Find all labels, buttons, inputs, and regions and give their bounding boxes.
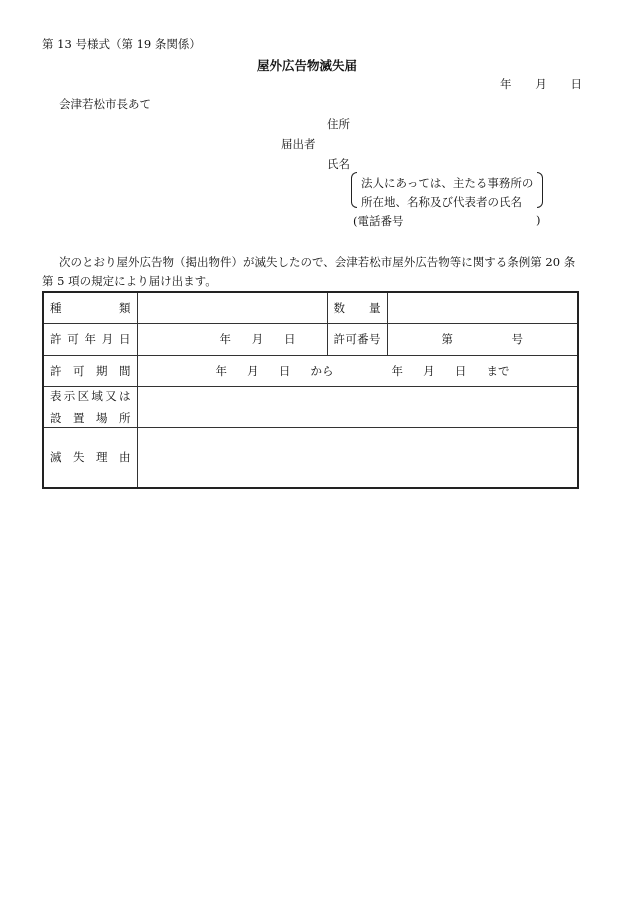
permit-no-suffix: 号 [511,332,523,346]
permit-no-label-cell [327,323,387,355]
permit-date-label-char: 月 [101,332,114,346]
reason-label-char: 理 [96,450,108,465]
permit-date-label-char: 可 [67,332,79,346]
permit-period-label-char: 許 [50,363,62,378]
location-value-cell[interactable] [137,386,578,427]
reason-label-cell [43,427,137,488]
permit-date-label-cell [43,323,137,355]
corp-note-right-brace [537,172,543,208]
location-label-char: 示 [63,388,76,403]
name-label: 氏名 [327,157,350,171]
period-from-suffix: から [310,363,334,378]
permit-date-day: 日 [284,332,296,346]
type-label-cell [43,292,137,323]
reason-label-char: 失 [73,450,85,465]
quantity-label-char: 数 [333,300,345,315]
permit-no-value-cell[interactable] [387,323,578,355]
form-number: 第 13 号様式（第 19 条関係） [42,37,201,51]
permit-period-label-char: 間 [119,363,131,378]
permit-no-label-char: 可 [345,332,357,346]
location-label-char: 設 [50,410,62,425]
permit-no-label-char: 号 [368,332,381,346]
period-to-day: 日 [454,363,467,378]
body-text-line1: 次のとおり屋外広告物（掲出物件）が滅失したので、会津若松市屋外広告物等に関する条例第 20 条 [59,255,576,269]
reason-label-char: 由 [119,450,131,465]
phone-close: ) [536,213,541,227]
period-to-year: 年 [391,363,403,378]
permit-date-value-cell[interactable] [137,323,327,355]
date-year: 年 [500,77,512,91]
corp-note-line2: 所在地、名称及び代表者の氏名 [361,195,522,209]
location-label-char: 所 [119,410,131,425]
permit-date-month: 月 [251,332,264,346]
reason-value-cell[interactable] [137,427,578,488]
period-to-suffix: まで [486,363,510,378]
body-text-line2: 第 5 項の規定により届け出ます。 [42,274,217,288]
addressee: 会津若松市長あて [59,97,151,111]
permit-period-label-cell [43,355,137,386]
location-label-cell [43,386,137,427]
address-label: 住所 [327,117,350,131]
permit-date-label-char: 日 [119,332,131,346]
location-label-char: 区 [77,388,90,403]
permit-period-value-cell[interactable] [137,355,578,386]
permit-date-year: 年 [219,332,231,346]
location-label-char: 場 [96,410,108,425]
applicant-label: 届出者 [281,137,316,151]
permit-no-label-char: 許 [333,332,345,346]
date-day: 日 [570,77,582,91]
period-from-day: 日 [278,363,291,378]
date-month: 月 [535,77,547,91]
quantity-label-char: 量 [369,300,381,315]
quantity-label-cell [327,292,387,323]
phone-label: (電話番号 [353,214,404,228]
period-from-year: 年 [215,363,227,378]
location-label-char: 域 [91,388,103,403]
permit-date-label-char: 年 [84,332,96,346]
permit-period-label-char: 期 [96,363,108,378]
type-value-cell[interactable] [137,292,327,323]
document-title: 屋外広告物滅失届 [257,58,358,73]
location-label-char: は [118,388,131,403]
permit-date-label-char: 許 [50,332,62,346]
reason-label-char: 滅 [50,450,62,465]
location-label-char: 置 [73,410,85,425]
permit-no-label-char: 番 [357,332,369,346]
notice-table [42,291,579,489]
type-label-char: 類 [119,300,131,315]
date-line [500,76,582,92]
quantity-value-cell[interactable] [387,292,578,323]
location-label-char: 又 [105,388,117,403]
corp-note-line1: 法人にあっては、主たる事務所の [361,176,534,190]
period-to-month: 月 [423,363,435,378]
period-from-month: 月 [247,363,259,378]
type-label-char: 種 [50,300,62,315]
permit-period-label-char: 可 [73,363,85,378]
corp-note-left-brace [351,172,357,208]
location-label-char: 表 [50,388,62,403]
permit-no-prefix: 第 [441,332,453,346]
